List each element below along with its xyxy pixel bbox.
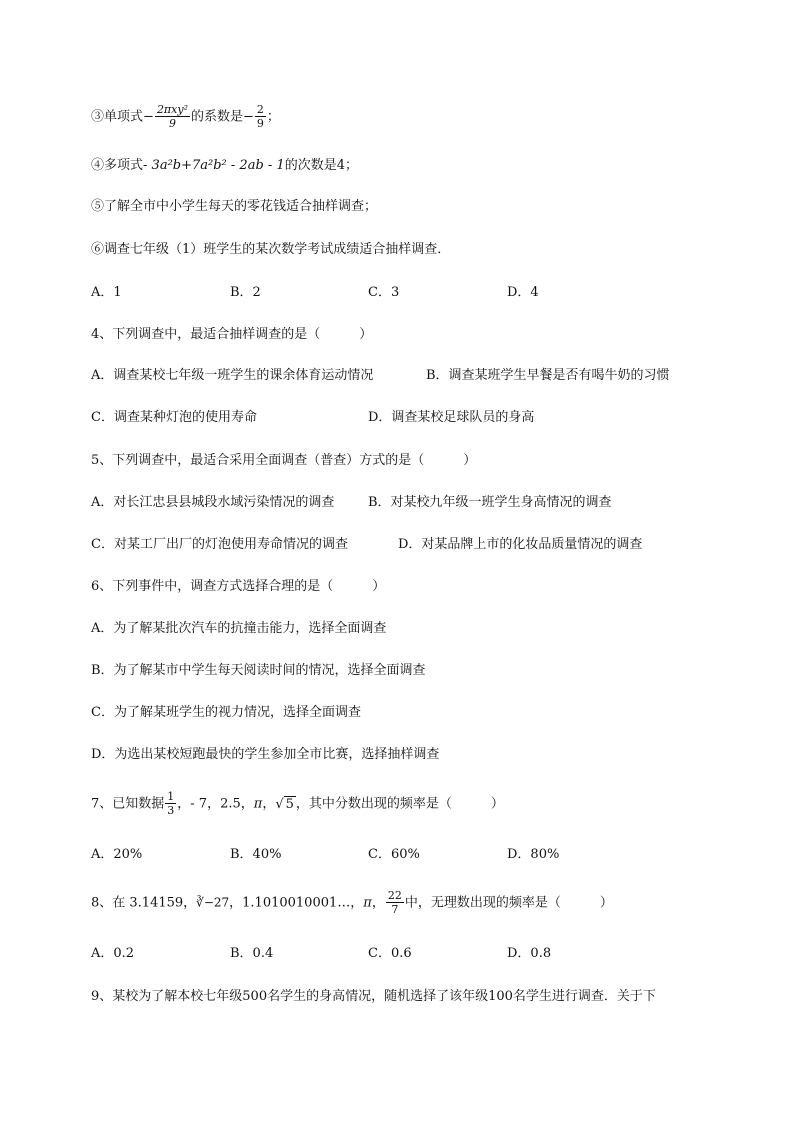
statement-3-middle: 的系数是 [191,109,244,125]
coefficient-numerator: 2 [256,103,264,116]
q7-fraction [165,791,176,817]
q7-stem-prefix: 7、已知数据 [91,796,165,812]
q8-comma: ， [371,895,385,911]
q3-option-d: D．4 [507,285,539,300]
q6-option-a: A．为了解某批次汽车的抗撞击能力，选择全面调查 [91,621,387,636]
q8-cube-root: ∛−27 [196,895,230,910]
statement-4-prefix: 多项式 [104,158,144,173]
coefficient-denominator: 9 [256,117,264,130]
q4-option-c: C．调查某种灯泡的使用寿命 [91,410,257,425]
statement-3-coefficient [255,104,266,130]
q7-stem [91,791,504,817]
q7-stem-middle: ，- 7，2.5， [177,796,254,812]
statement-3-end: ； [266,109,280,125]
q7-option-a: A．20% [91,847,143,862]
q5-option-d: D．对某品牌上市的化妆品质量情况的调查 [398,537,643,552]
fraction-numerator: 1 [167,790,175,803]
q7-option-d: D．80% [507,847,560,862]
q3-option-a: A．1 [91,285,122,300]
q3-option-b: B．2 [230,285,261,300]
q8-option-a: A．0.2 [91,946,135,961]
statement-3-marker: ③ [91,109,105,125]
q7-option-c: C．60% [368,847,420,862]
q4-option-b: B．调查某班学生早餐是否有喝牛奶的习惯 [426,368,670,383]
statement-4-polynomial: - 3a²b+7a²b² - 2ab - 1 [143,158,285,173]
q5-stem: 5、下列调查中，最适合采用全面调查（普查）方式的是（ ） [91,453,477,468]
q8-option-d: D．0.8 [507,946,552,961]
statement-4-marker: ④ [91,158,105,173]
statement-3 [91,104,280,130]
statement-5: ⑤了解全市中小学生每天的零花钱适合抽样调查； [91,199,378,214]
statement-3-prefix: 单项式 [104,109,144,125]
statement-4 [91,157,358,175]
statement-3-neg: − [143,109,154,125]
fraction-denominator: 3 [167,804,175,817]
q8-stem-suffix: 中，无理数出现的频率是（ ） [404,895,613,911]
q5-option-b: B．对某校九年级一班学生身高情况的调查 [368,495,612,510]
q5-option-a: A．对长江忠县县城段水域污染情况的调查 [91,495,335,510]
q7-comma: ， [262,796,276,812]
q8-option-c: C．0.6 [368,946,412,961]
statement-6: ⑥调查七年级（1）班学生的某次数学考试成绩适合抽样调查． [91,242,451,257]
q6-stem: 6、下列事件中，调查方式选择合理的是（ ） [91,579,386,594]
q9-stem: 9、某校为了解本校七年级500名学生的身高情况，随机选择了该年级100名学生进行调查．关于下 [91,989,656,1004]
fraction-denominator: 7 [391,903,399,916]
q4-stem: 4、下列调查中，最适合抽样调查的是（ ） [91,327,373,342]
q4-option-d: D．调查某校足球队员的身高 [368,410,535,425]
q6-option-b: B．为了解某市中学生每天阅读时间的情况，选择全面调查 [91,663,426,678]
q7-stem-suffix: ，其中分数出现的频率是（ ） [295,796,504,812]
q7-pi: π [253,796,263,812]
statement-3-neg2: − [243,109,254,125]
fraction-denominator: 9 [168,117,176,130]
q6-option-c: C．为了解某班学生的视力情况，选择全面调查 [91,705,361,720]
q8-stem-prefix: 8、在 3.14159， [91,895,197,911]
q8-stem [91,890,613,916]
statement-4-end: 的次数是4； [284,158,358,173]
q8-stem-middle: ，1.1010010001…， [229,895,364,911]
fraction-numerator: 2πxy² [156,103,188,116]
sqrt-radicand: 5 [285,796,294,812]
q5-option-c: C．对某工厂出厂的灯泡使用寿命情况的调查 [91,537,348,552]
q8-fraction [386,890,404,916]
q3-option-c: C．3 [368,285,400,300]
q8-pi: π [363,895,372,911]
q4-option-a: A．调查某校七年级一班学生的课余体育运动情况 [91,368,374,383]
statement-3-fraction [155,104,190,130]
q8-option-b: B．0.4 [230,946,274,961]
q7-sqrt [275,796,296,814]
q6-option-d: D．为选出某校短跑最快的学生参加全市比赛，选择抽样调查 [91,747,440,762]
q7-option-b: B．40% [230,847,282,862]
sqrt-sign-icon: √ [275,796,284,812]
fraction-numerator: 22 [387,889,402,902]
